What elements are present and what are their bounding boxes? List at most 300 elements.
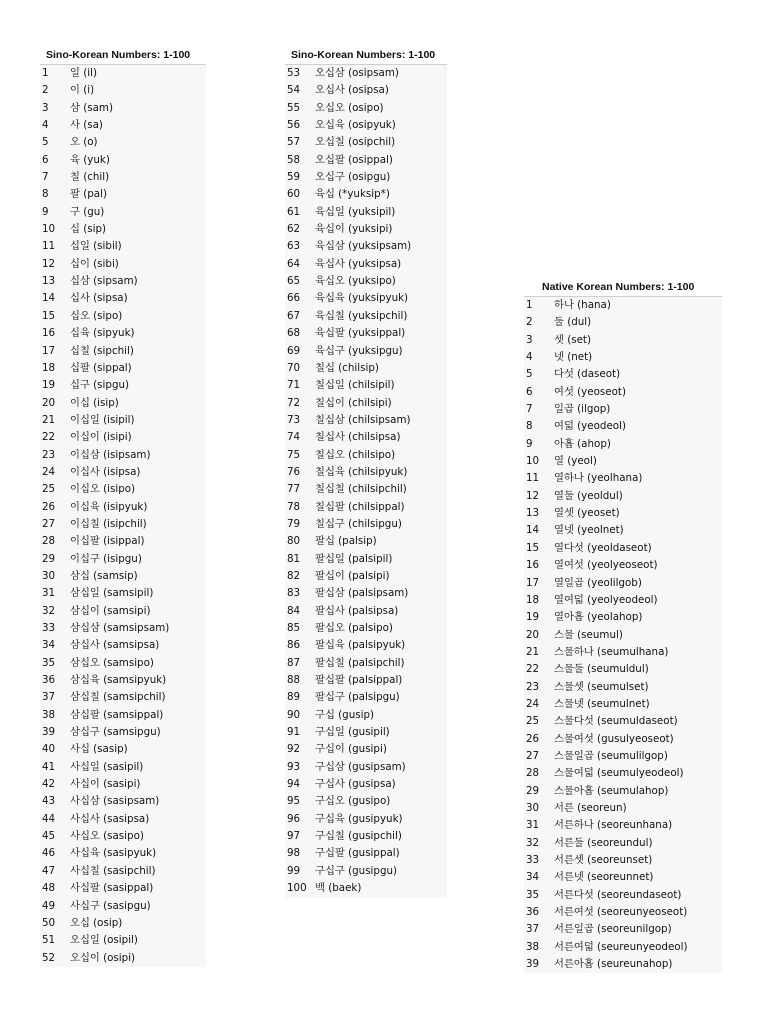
table-row	[524, 956, 722, 973]
row-korean-word: 사십사 (sasipsa)	[70, 812, 150, 825]
row-number: 24	[42, 465, 56, 478]
row-korean-word: 사십일 (sasipil)	[70, 760, 144, 773]
row-number: 60	[287, 188, 301, 201]
row-number: 5	[42, 136, 49, 149]
row-korean-word: 칠십오 (chilsipo)	[315, 448, 396, 461]
row-number: 1	[42, 67, 49, 79]
row-korean-word: 칠십삼 (chilsipsam)	[315, 413, 411, 426]
row-korean-word: 사십이 (sasipi)	[70, 778, 141, 791]
table-row	[524, 401, 722, 418]
row-number: 81	[287, 552, 301, 565]
table-row	[524, 453, 722, 470]
row-korean-word: 오 (o)	[70, 136, 98, 149]
row-korean-word: 서른셋 (seoreunset)	[554, 854, 653, 866]
table-row	[524, 817, 722, 834]
row-number: 49	[42, 899, 56, 912]
table-row	[524, 679, 722, 696]
row-number: 31	[42, 587, 56, 600]
table-row	[40, 464, 206, 481]
table-row	[524, 783, 722, 800]
table-row	[285, 533, 447, 550]
table-row	[40, 672, 206, 689]
table-row	[40, 551, 206, 568]
row-korean-word: 열셋 (yeoset)	[554, 507, 620, 520]
table-row	[285, 620, 447, 637]
row-number: 47	[42, 864, 56, 877]
row-korean-word: 서른여덟 (seureunyeodeol)	[554, 940, 688, 953]
table-row	[40, 741, 206, 758]
table-row	[524, 609, 722, 626]
row-number: 9	[526, 437, 533, 450]
row-number: 15	[42, 309, 56, 322]
row-number: 41	[42, 760, 56, 773]
row-korean-word: 육십육 (yuksipyuk)	[315, 292, 409, 305]
table-row	[40, 863, 206, 880]
row-number: 4	[42, 119, 49, 132]
row-number: 44	[42, 812, 56, 825]
table-row	[40, 100, 206, 117]
row-number: 77	[287, 483, 301, 496]
row-number: 16	[42, 327, 56, 340]
row-korean-word: 오십육 (osipyuk)	[315, 119, 396, 132]
row-number: 17	[42, 344, 56, 357]
row-number: 39	[526, 958, 540, 971]
table-row	[285, 880, 447, 897]
table-row	[40, 620, 206, 637]
table-rows	[40, 65, 206, 967]
row-number: 32	[526, 836, 540, 849]
row-number: 3	[526, 333, 533, 346]
row-number: 1	[526, 299, 533, 311]
table-row	[524, 557, 722, 574]
table-row	[40, 412, 206, 429]
row-korean-word: 칠십사 (chilsipsa)	[315, 431, 401, 444]
row-korean-word: 열여덟 (yeolyeodeol)	[554, 593, 658, 606]
row-number: 33	[42, 622, 56, 634]
row-korean-word: 삼십이 (samsipi)	[70, 604, 151, 617]
table-row	[285, 793, 447, 810]
row-number: 37	[42, 691, 56, 704]
row-korean-word: 오십 (osip)	[70, 916, 123, 929]
row-number: 78	[287, 500, 301, 513]
table-row	[285, 152, 447, 169]
row-korean-word: 이십이 (isipi)	[70, 431, 132, 444]
row-number: 25	[42, 483, 56, 496]
row-number: 24	[526, 697, 540, 710]
table-row	[40, 689, 206, 706]
row-number: 18	[42, 361, 56, 374]
table-rows	[524, 297, 722, 973]
row-korean-word: 팔십팔 (palsippal)	[315, 674, 403, 687]
row-korean-word: 칠십일 (chilsipil)	[315, 379, 395, 392]
row-korean-word: 셋 (set)	[554, 333, 591, 346]
table-row	[285, 689, 447, 706]
row-number: 8	[526, 420, 533, 433]
row-number: 13	[526, 507, 540, 520]
row-number: 62	[287, 223, 301, 236]
table-title: Sino-Korean Numbers: 1-100	[40, 46, 206, 65]
table-row	[285, 707, 447, 724]
table-row	[40, 759, 206, 776]
table-row	[285, 499, 447, 516]
table-row	[524, 332, 722, 349]
row-korean-word: 구십삼 (gusipsam)	[315, 760, 406, 773]
row-korean-word: 스물다섯 (seumuldaseot)	[554, 715, 678, 728]
row-korean-word: 칠십칠 (chilsipchil)	[315, 483, 407, 496]
row-number: 73	[287, 413, 301, 426]
table-row	[40, 65, 206, 82]
table-row	[285, 516, 447, 533]
table-row	[524, 748, 722, 765]
table-row	[524, 661, 722, 678]
table-row	[40, 533, 206, 550]
row-korean-word: 팔십육 (palsipyuk)	[315, 639, 406, 652]
row-korean-word: 열아홉 (yeolahop)	[554, 611, 643, 624]
row-korean-word: 이십구 (isipgu)	[70, 552, 142, 565]
row-korean-word: 삼십 (samsip)	[70, 569, 138, 582]
row-number: 10	[526, 455, 540, 468]
row-korean-word: 서른다섯 (seoreundaseot)	[554, 888, 682, 901]
row-number: 93	[287, 760, 301, 773]
row-number: 50	[42, 916, 56, 929]
row-korean-word: 서른일곱 (seoreunilgop)	[554, 923, 672, 936]
table-row	[40, 169, 206, 186]
row-korean-word: 팔십삼 (palsipsam)	[315, 587, 409, 600]
row-korean-word: 백 (baek)	[315, 882, 362, 895]
sino-korean-table-2	[285, 46, 447, 898]
row-number: 29	[42, 552, 56, 565]
row-korean-word: 스물셋 (seumulset)	[554, 680, 649, 693]
row-korean-word: 오십팔 (osippal)	[315, 153, 393, 166]
table-row	[285, 256, 447, 273]
row-number: 96	[287, 812, 301, 825]
table-row	[40, 117, 206, 134]
row-number: 15	[526, 541, 540, 554]
row-korean-word: 십팔 (sippal)	[70, 361, 132, 374]
row-number: 94	[287, 778, 301, 791]
row-korean-word: 십삼 (sipsam)	[70, 275, 138, 288]
table-title: Sino-Korean Numbers: 1-100	[285, 46, 447, 65]
row-korean-word: 서른 (seoreun)	[554, 801, 627, 814]
table-row	[524, 627, 722, 644]
row-number: 22	[42, 431, 56, 444]
table-row	[40, 238, 206, 255]
row-number: 22	[526, 663, 540, 676]
row-number: 37	[526, 923, 540, 936]
row-korean-word: 서른넷 (seoreunnet)	[554, 871, 654, 884]
row-number: 27	[42, 517, 56, 530]
row-number: 87	[287, 656, 301, 669]
row-korean-word: 팔십일 (palsipil)	[315, 552, 393, 565]
row-korean-word: 구십오 (gusipo)	[315, 795, 391, 808]
row-number: 54	[287, 84, 301, 97]
row-korean-word: 구십 (gusip)	[315, 708, 375, 721]
row-korean-word: 팔십사 (palsipsa)	[315, 604, 399, 617]
row-korean-word: 삼십오 (samsipo)	[70, 656, 154, 669]
table-row	[40, 828, 206, 845]
row-korean-word: 칠십 (chilsip)	[315, 361, 379, 374]
row-number: 70	[287, 361, 301, 374]
table-row	[40, 932, 206, 949]
row-number: 34	[526, 871, 540, 884]
table-row	[524, 470, 722, 487]
row-korean-word: 이십오 (isipo)	[70, 483, 136, 496]
row-number: 74	[287, 431, 301, 444]
sino-korean-table-1	[40, 46, 206, 967]
row-korean-word: 사십육 (sasipyuk)	[70, 847, 157, 860]
row-korean-word: 육 (yuk)	[70, 153, 110, 166]
row-korean-word: 칠십팔 (chilsippal)	[315, 500, 405, 513]
row-korean-word: 서른둘 (seoreundul)	[554, 836, 653, 849]
row-number: 90	[287, 708, 301, 721]
row-number: 40	[42, 743, 56, 756]
table-row	[524, 713, 722, 730]
row-number: 34	[42, 639, 56, 652]
row-korean-word: 이십 (isip)	[70, 396, 119, 409]
row-number: 17	[526, 576, 540, 589]
row-korean-word: 삼십삼 (samsipsam)	[70, 622, 170, 634]
row-number: 7	[526, 403, 533, 416]
row-number: 23	[526, 680, 540, 693]
table-row	[285, 568, 447, 585]
row-korean-word: 팔 (pal)	[70, 188, 107, 201]
table-row	[524, 575, 722, 592]
row-number: 84	[287, 604, 301, 617]
row-korean-word: 이 (i)	[70, 84, 95, 97]
table-row	[285, 395, 447, 412]
row-number: 59	[287, 171, 301, 184]
row-number: 35	[526, 888, 540, 901]
row-korean-word: 삼십일 (samsipil)	[70, 587, 154, 600]
row-korean-word: 십칠 (sipchil)	[70, 344, 134, 357]
table-row	[524, 731, 722, 748]
row-korean-word: 이십사 (isipsa)	[70, 465, 141, 478]
row-korean-word: 칠십육 (chilsipyuk)	[315, 465, 408, 478]
table-row	[40, 221, 206, 238]
table-row	[40, 880, 206, 897]
row-korean-word: 구십육 (gusipyuk)	[315, 812, 403, 825]
row-korean-word: 열 (yeol)	[554, 455, 597, 468]
row-number: 86	[287, 639, 301, 652]
row-korean-word: 팔십오 (palsipo)	[315, 622, 393, 634]
row-korean-word: 오십일 (osipil)	[70, 934, 138, 947]
row-number: 66	[287, 292, 301, 305]
row-korean-word: 다섯 (daseot)	[554, 368, 621, 381]
row-korean-word: 오십칠 (osipchil)	[315, 136, 396, 149]
row-korean-word: 육십사 (yuksipsa)	[315, 257, 402, 270]
row-number: 18	[526, 593, 540, 606]
row-number: 12	[42, 257, 56, 270]
table-row	[40, 395, 206, 412]
row-korean-word: 하나 (hana)	[554, 299, 611, 311]
table-row	[40, 290, 206, 307]
row-number: 46	[42, 847, 56, 860]
table-row	[285, 186, 447, 203]
row-number: 7	[42, 171, 49, 184]
table-row	[285, 290, 447, 307]
row-number: 53	[287, 67, 301, 79]
table-row	[285, 741, 447, 758]
row-number: 19	[526, 611, 540, 624]
table-row	[524, 384, 722, 401]
row-number: 3	[42, 101, 49, 114]
table-row	[524, 939, 722, 956]
row-korean-word: 사십팔 (sasippal)	[70, 882, 154, 895]
row-korean-word: 여덟 (yeodeol)	[554, 420, 626, 433]
row-korean-word: 십 (sip)	[70, 223, 107, 236]
row-korean-word: 오십이 (osipi)	[70, 951, 136, 964]
table-row	[285, 585, 447, 602]
row-korean-word: 구십이 (gusipi)	[315, 743, 387, 756]
row-number: 82	[287, 569, 301, 582]
row-korean-word: 오십사 (osipsa)	[315, 84, 389, 97]
row-korean-word: 열여섯 (yeolyeoseot)	[554, 559, 658, 572]
row-korean-word: 삼 (sam)	[70, 101, 113, 114]
row-korean-word: 일 (il)	[70, 67, 97, 79]
table-row	[285, 724, 447, 741]
row-korean-word: 이십팔 (isippal)	[70, 535, 145, 548]
table-row	[40, 308, 206, 325]
row-korean-word: 팔십구 (palsipgu)	[315, 691, 400, 704]
table-row	[524, 366, 722, 383]
table-row	[524, 522, 722, 539]
row-number: 31	[526, 819, 540, 832]
table-row	[285, 169, 447, 186]
table-row	[40, 481, 206, 498]
row-number: 29	[526, 784, 540, 797]
table-row	[40, 793, 206, 810]
row-number: 76	[287, 465, 301, 478]
row-number: 19	[42, 379, 56, 392]
row-korean-word: 구십일 (gusipil)	[315, 726, 390, 739]
table-row	[524, 349, 722, 366]
row-korean-word: 넷 (net)	[554, 351, 593, 364]
table-row	[524, 592, 722, 609]
row-number: 36	[42, 674, 56, 687]
row-korean-word: 아홉 (ahop)	[554, 437, 611, 450]
row-korean-word: 칠십구 (chilsipgu)	[315, 517, 402, 530]
row-korean-word: 이십육 (isipyuk)	[70, 500, 148, 513]
table-row	[40, 915, 206, 932]
row-number: 38	[42, 708, 56, 721]
row-korean-word: 스물여덟 (seumulyeodeol)	[554, 767, 684, 780]
table-row	[40, 603, 206, 620]
row-number: 28	[42, 535, 56, 548]
table-row	[285, 412, 447, 429]
row-korean-word: 십일 (sibil)	[70, 240, 122, 253]
row-korean-word: 오십오 (osipo)	[315, 101, 384, 114]
row-korean-word: 스물여섯 (gusulyeoseot)	[554, 732, 674, 745]
table-row	[40, 447, 206, 464]
row-korean-word: 일곱 (ilgop)	[554, 403, 611, 416]
table-row	[40, 343, 206, 360]
row-number: 45	[42, 830, 56, 843]
table-row	[285, 238, 447, 255]
row-korean-word: 삼십육 (samsipyuk)	[70, 674, 167, 687]
table-row	[40, 568, 206, 585]
table-row	[524, 835, 722, 852]
row-number: 72	[287, 396, 301, 409]
table-row	[40, 637, 206, 654]
row-number: 88	[287, 674, 301, 687]
row-korean-word: 사십칠 (sasipchil)	[70, 864, 156, 877]
table-row	[285, 811, 447, 828]
row-number: 2	[42, 84, 49, 97]
row-number: 52	[42, 951, 56, 964]
row-korean-word: 여섯 (yeoseot)	[554, 385, 626, 398]
row-number: 68	[287, 327, 301, 340]
row-number: 2	[526, 316, 533, 329]
row-korean-word: 서른여섯 (seoreunyeoseot)	[554, 906, 688, 919]
table-row	[524, 297, 722, 314]
row-korean-word: 서른아홉 (seureunahop)	[554, 958, 673, 971]
row-number: 27	[526, 749, 540, 762]
table-row	[285, 65, 447, 82]
row-number: 100	[287, 882, 307, 895]
table-row	[285, 273, 447, 290]
row-korean-word: 삼십구 (samsipgu)	[70, 726, 161, 739]
row-korean-word: 스물 (seumul)	[554, 628, 623, 641]
table-row	[524, 540, 722, 557]
row-korean-word: 십이 (sibi)	[70, 257, 119, 270]
row-korean-word: 오십구 (osipgu)	[315, 171, 391, 184]
row-korean-word: 구 (gu)	[70, 205, 105, 218]
row-number: 8	[42, 188, 49, 201]
row-korean-word: 육십구 (yuksipgu)	[315, 344, 403, 357]
row-number: 83	[287, 587, 301, 600]
table-row	[40, 134, 206, 151]
table-row	[285, 117, 447, 134]
row-number: 92	[287, 743, 301, 756]
row-korean-word: 칠십이 (chilsipi)	[315, 396, 392, 409]
table-row	[40, 152, 206, 169]
table-row	[40, 499, 206, 516]
row-number: 65	[287, 275, 301, 288]
row-number: 10	[42, 223, 56, 236]
row-number: 28	[526, 767, 540, 780]
table-row	[285, 845, 447, 862]
row-korean-word: 육십일 (yuksipil)	[315, 205, 396, 218]
row-number: 36	[526, 906, 540, 919]
table-row	[524, 765, 722, 782]
row-korean-word: 이십칠 (isipchil)	[70, 517, 147, 530]
row-korean-word: 육십팔 (yuksippal)	[315, 327, 406, 340]
row-number: 30	[526, 801, 540, 814]
row-number: 33	[526, 854, 540, 866]
table-row	[285, 603, 447, 620]
table-row	[285, 82, 447, 99]
table-row	[285, 100, 447, 117]
row-number: 26	[526, 732, 540, 745]
table-row	[524, 314, 722, 331]
row-korean-word: 육십칠 (yuksipchil)	[315, 309, 408, 322]
table-row	[40, 273, 206, 290]
row-number: 6	[526, 385, 533, 398]
row-number: 26	[42, 500, 56, 513]
row-korean-word: 칠 (chil)	[70, 171, 110, 184]
row-number: 43	[42, 795, 56, 808]
table-row	[40, 811, 206, 828]
table-row	[285, 481, 447, 498]
row-number: 30	[42, 569, 56, 582]
table-row	[40, 655, 206, 672]
row-korean-word: 열둘 (yeoldul)	[554, 489, 623, 502]
row-korean-word: 이십삼 (isipsam)	[70, 448, 151, 461]
table-row	[524, 488, 722, 505]
table-row	[524, 436, 722, 453]
table-row	[285, 759, 447, 776]
table-row	[285, 221, 447, 238]
